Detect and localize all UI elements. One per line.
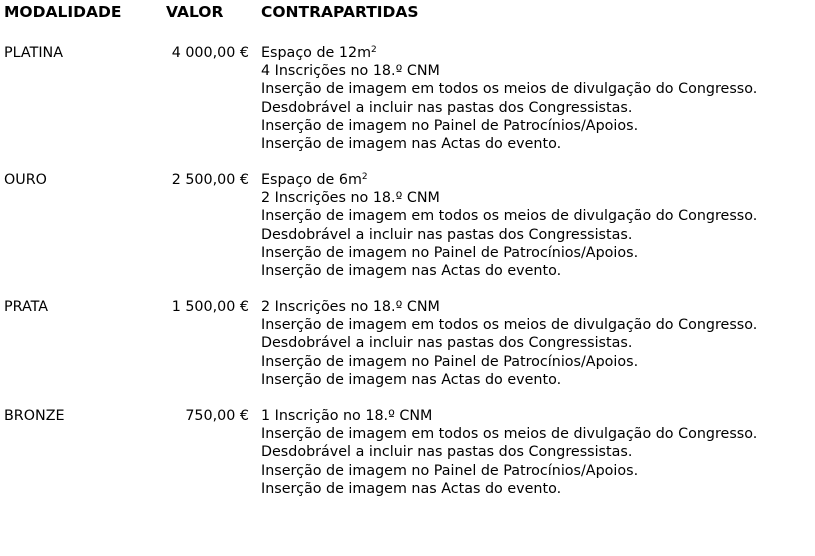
header-valor: VALOR [166,3,224,21]
benefit-item: Desdobrável a incluir nas pastas dos Congressistas. [261,226,633,243]
benefit-item: Inserção de imagem no Painel de Patrocínios/Apoios. [261,353,639,370]
benefit-item: Inserção de imagem nas Actas do evento. [261,371,562,388]
benefit-item: Desdobrável a incluir nas pastas dos Congressistas. [261,335,633,352]
benefit-item: Inserção de imagem em todos os meios de divulgação do Congresso. [261,208,758,225]
benefit-item: Inserção de imagem em todos os meios de divulgação do Congresso. [261,81,758,98]
tier-name: PLATINA [4,45,64,61]
header-contrapartidas: CONTRAPARTIDAS [261,3,419,21]
benefit-space: Espaço de $6m^2$ [261,172,368,188]
benefit-item: 2 Inscrições no 18.º CNM [261,190,440,207]
benefit-space: Espaço de $12m^2$ [261,45,377,61]
benefit-item: Desdobrável a incluir nas pastas dos Congressistas. [261,444,633,461]
benefit-item: 1 Inscrição no 18.º CNM [261,408,433,424]
benefit-item: Inserção de imagem nas Actas do evento. [261,135,562,152]
tier-benefits [261,171,809,280]
benefit-item: Desdobrável a incluir nas pastas dos Congressistas. [261,99,633,116]
benefit-item: 4 Inscrições no 18.º CNM [261,63,440,80]
tier-value: 750,00 € [185,408,249,424]
benefit-item: Inserção de imagem nas Actas do evento. [261,262,562,279]
benefit-item: Inserção de imagem no Painel de Patrocínios/Apoios. [261,462,639,479]
benefit-item: Inserção de imagem no Painel de Patrocínios/Apoios. [261,117,639,134]
benefit-item: 2 Inscrições no 18.º CNM [261,299,440,315]
tier-name: BRONZE [4,408,65,424]
table-header [4,3,804,23]
tier-value: 2 500,00 € [171,172,249,188]
tier-benefits [261,298,809,389]
benefit-item: Inserção de imagem em todos os meios de divulgação do Congresso. [261,426,758,443]
header-modalidade: MODALIDADE [4,3,122,21]
tier-value: 1 500,00 € [171,299,249,315]
benefit-item: Inserção de imagem em todos os meios de divulgação do Congresso. [261,317,758,334]
tier-name: PRATA [4,299,49,315]
tier-benefits [261,407,809,498]
tier-benefits [261,44,809,153]
tier-value: 4 000,00 € [171,45,249,61]
tier-name: OURO [4,172,47,188]
benefit-item: Inserção de imagem no Painel de Patrocínios/Apoios. [261,244,639,261]
benefit-item: Inserção de imagem nas Actas do evento. [261,480,562,497]
